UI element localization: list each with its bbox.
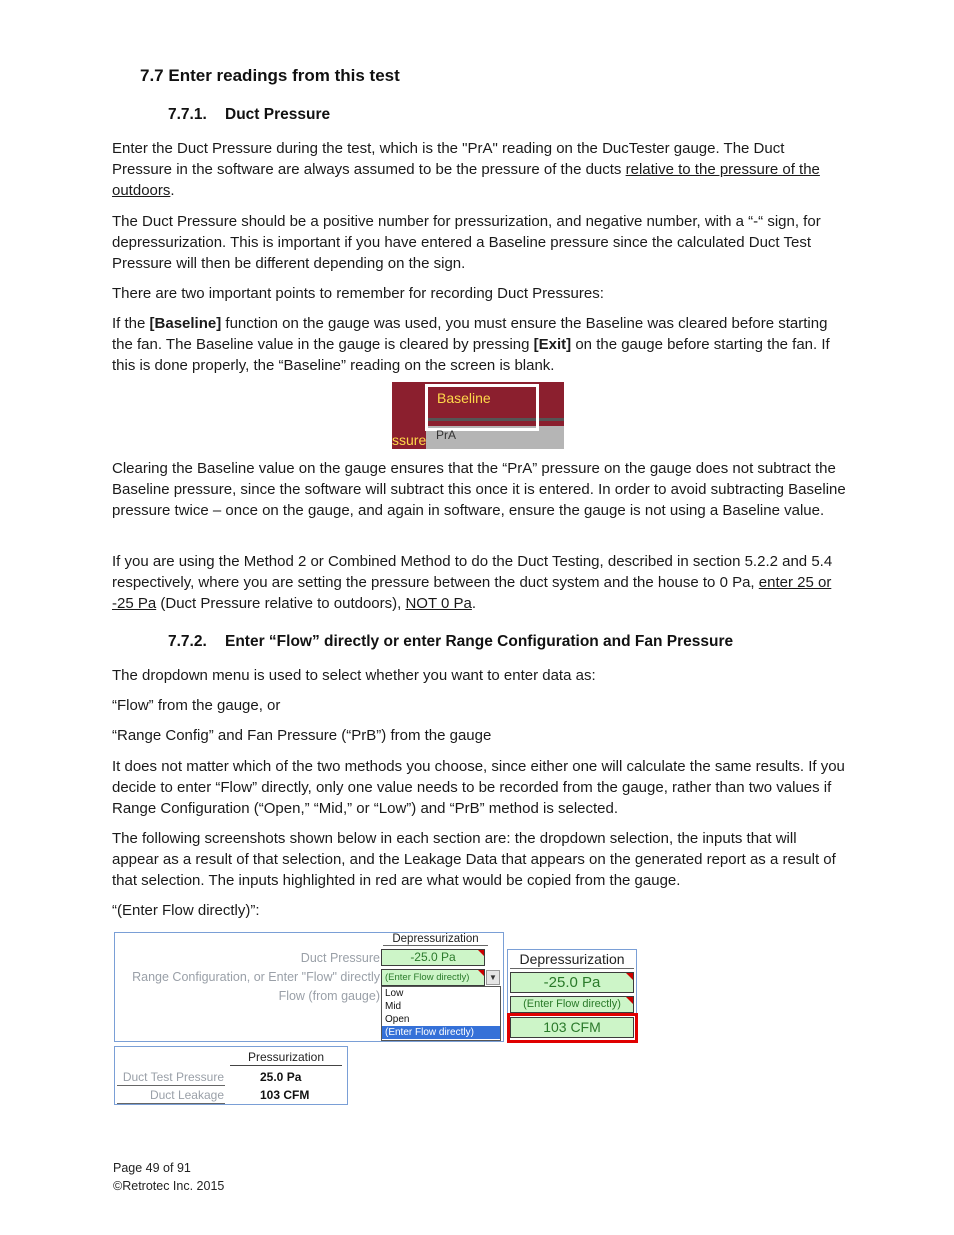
paragraph-enter-flow-directly: “(Enter Flow directly)”: [112, 902, 260, 919]
red-highlight-box [507, 1013, 638, 1043]
dropdown-value: (Enter Flow directly) [385, 972, 470, 983]
column-header: Depressurization [383, 933, 488, 946]
underlined-text: enter 25 or -25 Pa [112, 574, 832, 612]
duct-pressure-input[interactable] [510, 972, 634, 993]
dropdown-option-low[interactable]: Low [385, 988, 404, 999]
duct-pressure-value: -25.0 Pa [410, 950, 456, 964]
duct-test-pressure-value: 25.0 Pa [260, 1070, 302, 1084]
paragraph-sign-note: The Duct Pressure should be a positive number for pressurization, and negative number, with a “-“ sign, for depressurization. This is important if you have entered a Baseline pressure since the calculated Duct Test Pressure will then be different depending on the sign. [112, 213, 821, 272]
paragraph-flow-option: “Flow” from the gauge, or [112, 697, 281, 714]
underlined-text: relative to the pressure of the outdoors [112, 161, 820, 199]
dropdown-value: (Enter Flow directly) [523, 998, 621, 1010]
gauge-baseline-label: Baseline [437, 390, 491, 406]
dropdown-option-mid[interactable]: Mid [385, 1001, 402, 1012]
paragraph-text: . [170, 182, 175, 199]
paragraph-text: function on the gauge was used, you must ensure the Baseline was cleared before starting the fan. The Baseline value in the gauge is cleared by pressing [112, 315, 828, 353]
footer-page-number: Page 49 of 91 [113, 1161, 191, 1175]
duct-pressure-value: -25.0 Pa [543, 974, 601, 991]
column-header: Depressurization [510, 951, 634, 969]
comment-marker [626, 997, 633, 1004]
gauge-baseline-image [392, 382, 564, 449]
subsection-title: Duct Pressure [225, 106, 331, 123]
dropdown-options-list [381, 986, 501, 1041]
paragraph-duct-pressure-intro [112, 138, 847, 201]
paragraph-method-2 [112, 551, 847, 614]
label-duct-leakage: Duct Leakage [149, 1088, 224, 1102]
duct-leakage-value: 103 CFM [260, 1088, 310, 1102]
screenshot-resulting-inputs [507, 949, 637, 1043]
footer-copyright: ©Retrotec Inc. 2015 [113, 1179, 225, 1193]
row-divider [117, 1085, 225, 1086]
paragraph-screenshots-note: The following screenshots shown below in each section are: the dropdown selection, the inputs that will appear as a result of that selection, and the Leakage Data that appears on the generated report as a result of that selection. The inputs highlighted in red are what would be copied from the gauge. [112, 830, 836, 889]
subsection-title: Enter “Flow” directly or enter Range Configuration and Fan Pressure [225, 633, 734, 650]
paragraph-dropdown-intro: The dropdown menu is used to select whether you want to enter data as: [112, 667, 596, 684]
range-config-dropdown[interactable] [510, 996, 634, 1013]
bold-text: [Baseline] [149, 315, 222, 332]
section-heading-7-7: 7.7 Enter readings from this test [140, 66, 400, 85]
row-divider [117, 1103, 225, 1104]
comment-marker [478, 970, 484, 976]
paragraph-methods-equivalent: It does not matter which of the two methods you choose, since either one will calculate the same results. If you decide to enter “Flow” directly, only one value needs to be recorded from the gauge, rather than two values if Range Configuration (“Open,” “Mid,” or “Low”) and “PrB” method is selected. [112, 758, 845, 817]
subsection-heading-7-7-2 [168, 633, 733, 651]
paragraph-range-option: “Range Config” and Fan Pressure (“PrB”) from the gauge [112, 727, 492, 744]
paragraph-baseline [112, 313, 847, 376]
label-duct-test-pressure: Duct Test Pressure [122, 1070, 224, 1084]
paragraph-important-points: There are two important points to remember for recording Duct Pressures: [112, 285, 604, 302]
duct-pressure-input[interactable] [381, 949, 485, 966]
paragraph-text: . [471, 595, 477, 612]
subsection-number: 7.7.2. [168, 633, 207, 650]
paragraph-clearing-baseline: Clearing the Baseline value on the gauge ensures that the “PrA” pressure on the gauge does not subtract the Baseline pressure, since the software will subtract this once it is entered. In order to avoid subtracting Baseline pressure twice – once on the gauge, and again in software, ensure the gauge is not using a Baseline value. [112, 460, 846, 519]
paragraph-text: on the gauge before starting the fan. If this is done properly, the “Baseline” reading on the screen is blank. [112, 336, 830, 374]
screenshot-input-form [114, 932, 504, 1042]
label-duct-pressure: Duct Pressure [300, 951, 380, 965]
gauge-pressure-label: ssure [392, 432, 427, 448]
comment-marker [478, 950, 484, 956]
underlined-text: NOT 0 Pa [405, 595, 472, 612]
subsection-number: 7.7.1. [168, 106, 207, 123]
label-range-configuration: Range Configuration, or Enter "Flow" directly [132, 970, 380, 984]
paragraph-text: If the [112, 315, 150, 332]
bold-text: [Exit] [533, 336, 572, 353]
chevron-down-icon[interactable]: ▼ [486, 970, 500, 985]
flow-value: 103 CFM [543, 1019, 601, 1035]
column-header: Pressurization [230, 1050, 342, 1066]
subsection-heading-7-7-1 [168, 106, 330, 124]
gauge-pra-label: PrA [436, 428, 457, 442]
paragraph-text: (Duct Pressure relative to outdoors), [156, 595, 406, 612]
dropdown-option-enter-flow[interactable]: (Enter Flow directly) [382, 1026, 500, 1039]
label-flow-from-gauge: Flow (from gauge) [278, 989, 380, 1003]
paragraph-text: If you are using the Method 2 or Combined Method to do the Duct Testing, described in section 5.2.2 and 5.4 respectively, where you are setting the pressure between the duct system and the house to 0 Pa, [112, 553, 833, 591]
paragraph-text: Enter the Duct Pressure during the test, which is the "PrA" reading on the DucTester gauge. The Duct Pressure in the software are always assumed to be the pressure of the ducts [112, 140, 785, 178]
comment-marker [626, 973, 633, 980]
screenshot-report-leakage [114, 1046, 348, 1105]
dropdown-option-open[interactable]: Open [385, 1014, 410, 1025]
range-config-dropdown[interactable] [381, 969, 485, 986]
